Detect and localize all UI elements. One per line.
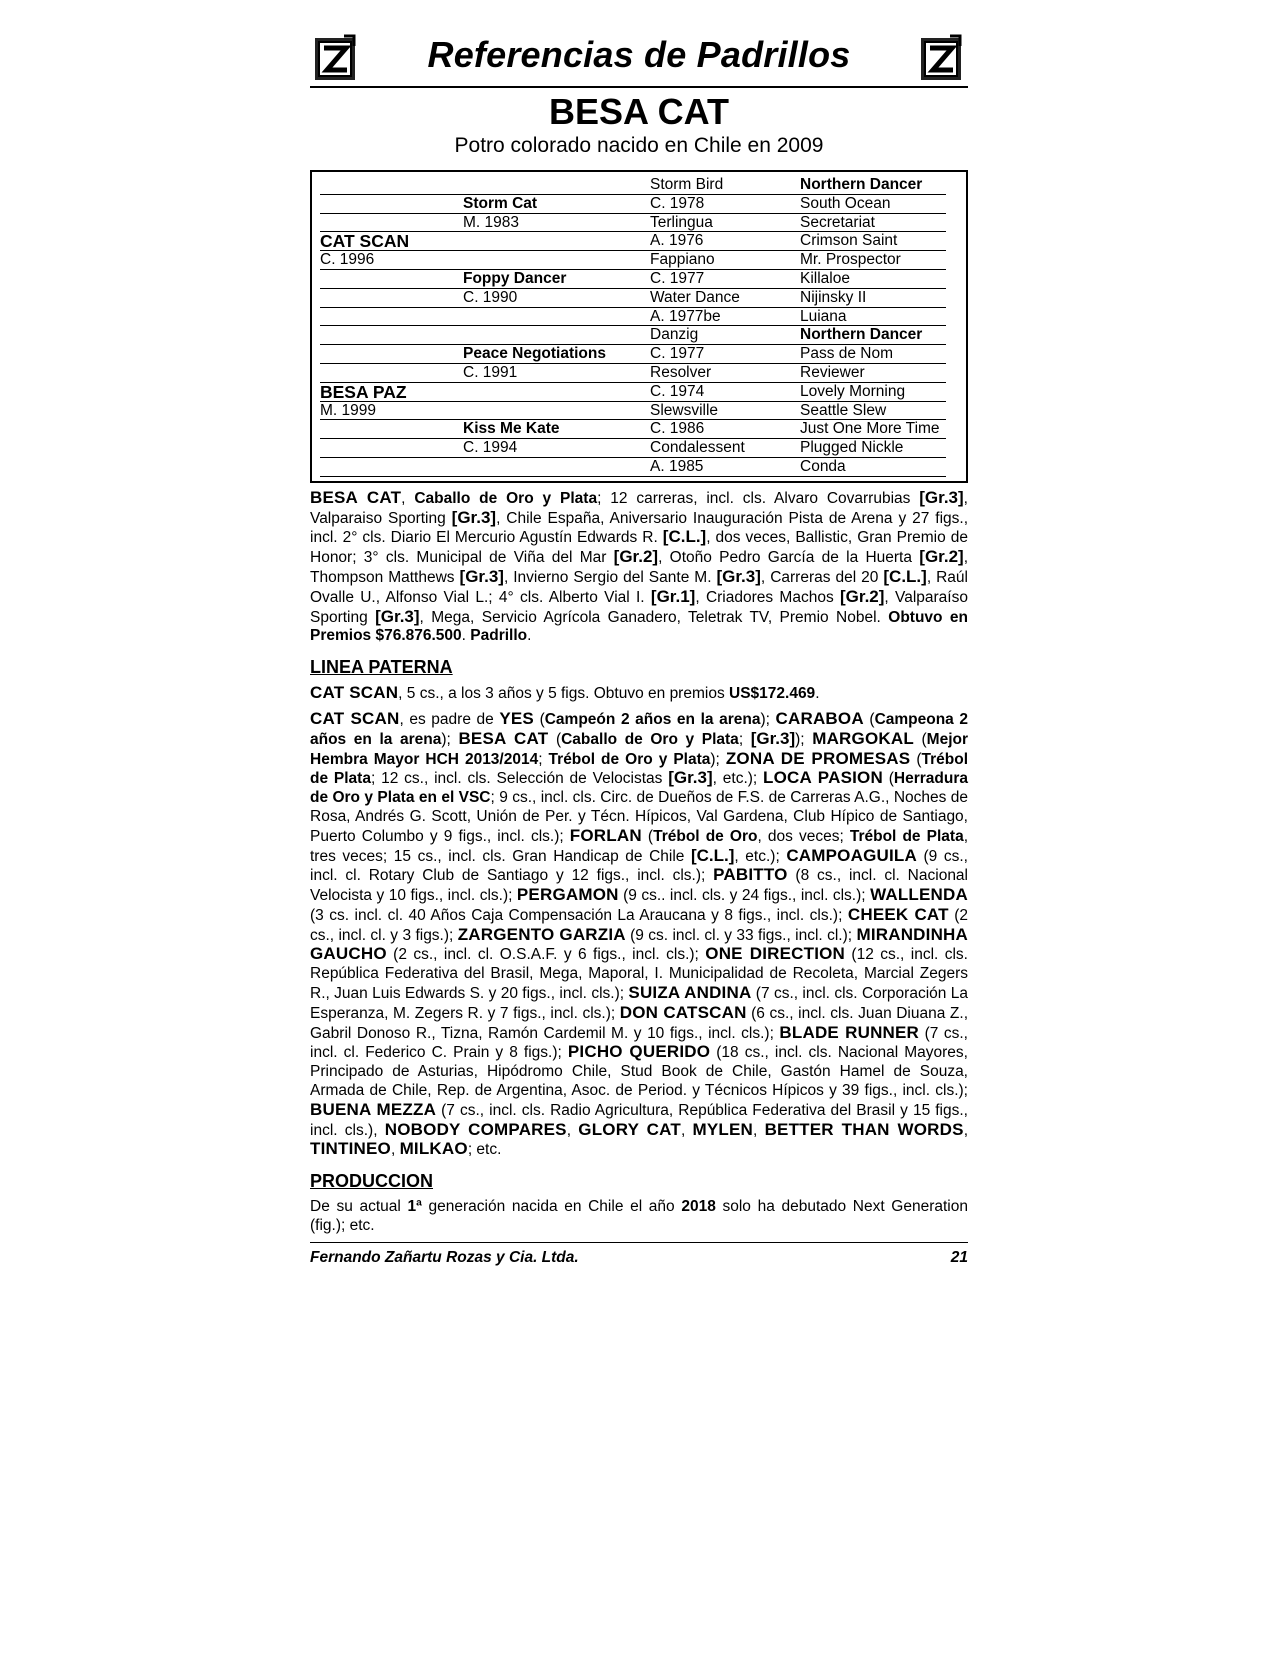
pedigree-cell: Killaloe [800,269,850,287]
pedigree-row [320,251,956,270]
pedigree-table [310,170,968,483]
pedigree-row [320,214,956,233]
pedigree-cell: C. 1977 [650,345,705,363]
pedigree-cell: Kiss Me Kate [463,420,560,438]
pedigree-cell: Storm Bird [650,176,724,193]
page-footer [310,1242,968,1269]
pedigree-cell: Danzig [650,326,699,344]
document-page [310,30,968,1269]
pedigree-row-line [320,476,946,477]
header-title: Referencias de Padrillos [427,34,851,75]
pedigree-row [320,383,956,402]
pedigree-cell: Pass de Nom [800,345,894,363]
footer-company: Fernando Zañartu Rozas y Cia. Ltda. [310,1248,579,1266]
pedigree-cell: A. 1977be [650,307,721,325]
pedigree-row [320,195,956,214]
pedigree-row [320,364,956,383]
pedigree-cell: M. 1999 [320,401,377,419]
pedigree-row [320,326,956,345]
pedigree-cell: C. 1994 [463,439,518,457]
pedigree-cell: Fappiano [650,251,715,269]
section-title-linea-paterna: LINEA PATERNA [310,657,453,678]
pedigree-row [320,289,956,308]
pedigree-cell: South Ocean [800,194,891,212]
pedigree-cell: Luiana [800,307,847,325]
pedigree-cell: Secretariat [800,213,875,231]
page-number: 21 [950,1248,968,1266]
pedigree-cell: Slewsville [650,401,719,419]
pedigree-cell: Lovely Morning [800,382,906,400]
horse-subtitle: Potro colorado nacido en Chile en 2009 [454,134,824,157]
pedigree-cell: A. 1985 [650,457,704,475]
pedigree-cell: C. 1990 [463,288,518,306]
pedigree-cell: C. 1978 [650,194,705,212]
pedigree-cell: C. 1974 [650,382,705,400]
pedigree-row [320,270,956,289]
sire-progeny: CAT SCAN, es padre de YES (Campeón 2 años en la arena); CARABOA (Campeona 2 años en la arena); BESA CAT (Caballo de Oro y Plata; [Gr.3]); MARGOKAL (Mejor Hembra Mayor HCH 2013/2014; Trébol de Oro y Plata); ZONA DE PROMESAS (Trébol de Plata; 12 cs., incl. cls. Selección de Velocistas [Gr.3], etc.); LOCA PASION (Herradura de Oro y Plata en el VSC; 9 cs., incl. cls. Circ. de Dueños de F.S. de Carreras A.G., Noches de Rosa, Andrés G. Scott, Unión de Per. y Técn. Hípicos, Val Gardena, Club Hípico de Santiago, Puerto Columbo y 9 figs., incl. cls.); FORLAN (Trébol de Oro, dos veces; Trébol de Plata, tres veces; 15 cs., incl. cls. Gran Handicap de Chile [C.L.], etc.); CAMPOAGUILA (9 cs., incl. cl. Rotary Club de Santiago y 12 figs., incl. cls.); PABITTO (8 cs., incl. cl. Nacional Velocista y 10 figs., incl. cls.); PERGAMON (9 cs.. incl. cls. y 24 figs., incl. cls.); WALLENDA (3 cs. incl. cl. 40 Años Caja Compensación La Araucana y 8 figs., incl. cls.); CHEEK CAT (2 cs., incl. cl. y 3 figs.); ZARGENTO GARZIA (9 cs. incl. cl. y 33 figs., incl. cl.); MIRANDINHA GAUCHO (2 cs., incl. cl. O.S.A.F. y 6 figs., incl. cls.); ONE DIRECTION (12 cs., incl. cls. República Federativa del Brasil, Mega, Maporal, I. Municipalidad de Recoleta, Marcial Zegers R., Juan Luis Edwards S. y 20 figs., incl. cls.); SUIZA ANDINA (7 cs., incl. cls. Corporación La Esperanza, M. Zegers R. y 7 figs., incl. cls.); DON CATSCAN (6 cs., incl. cls. Juan Diuana Z., Gabril Donoso R., Tizna, Ramón Cardemil M. y 10 figs., incl. cls.); BLADE RUNNER (7 cs., incl. cl. Federico C. Prain y 8 figs.); PICHO QUERIDO (18 cs., incl. cls. Nacional Mayores, Principado de Asturias, Hipódromo Chile, Stud Book de Chile, Gastón Hamel de Souza, Armada de Chile, Rep. de Argentina, Asoc. de Period. y Técnicos Hípicos y 39 figs., incl. cls.); BUENA MEZZA (7 cs., incl. cls. Radio Agricultura, República Federativa del Brasil y 15 figs., incl. cls.), NOBODY COMPARES, GLORY CAT, MYLEN, BETTER THAN WORDS, TINTINEO, MILKAO; etc. [310,708,969,1159]
pedigree-cell: Seattle Slew [800,401,887,419]
sire-record: CAT SCAN, 5 cs., a los 3 años y 5 figs. Obtuvo en premios US$172.469. [310,683,820,703]
pedigree-row [320,232,956,251]
pedigree-row [320,345,956,364]
pedigree-cell: M. 1983 [463,213,520,231]
pedigree-cell: Mr. Prospector [800,251,901,269]
pedigree-row [320,308,956,327]
horse-name: BESA CAT [549,91,729,132]
horse-record: BESA CAT, Caballo de Oro y Plata; 12 carreras, incl. cls. Alvaro Covarrubias [Gr.3], Valparaiso Sporting [Gr.3], Chile España, Aniversario Inauguración Pista de Arena y 27 figs., incl. 2° cls. Diario El Mercurio Agustín Edwards R. [C.L.], dos veces, Ballistic, Gran Premio de Honor; 3° cls. Municipal de Viña del Mar [Gr.2], Otoño Pedro García de la Huerta [Gr.2], Thompson Matthews [Gr.3], Invierno Sergio del Sante M. [Gr.3], Carreras del 20 [C.L.], Raúl Ovalle U., Alfonso Vial L.; 4° cls. Alberto Vial I. [Gr.1], Criadores Machos [Gr.2], Valparaíso Sporting [Gr.3], Mega, Servicio Agrícola Ganadero, Teletrak TV, Premio Nobel. Obtuvo en Premios $76.876.500. Padrillo. [310,487,969,645]
pedigree-cell: Condalessent [650,439,745,457]
pedigree-row [320,458,956,477]
pedigree-row [320,176,956,195]
pedigree-cell: Storm Cat [463,194,538,212]
production-text: De su actual 1ª generación nacida en Chile el año 2018 solo ha debutado Next Generation (fig.); etc. [310,1198,968,1235]
pedigree-cell: A. 1976 [650,232,704,250]
pedigree-cell: C. 1986 [650,420,705,438]
pedigree-cell: Just One More Time [800,420,940,438]
pedigree-cell: Northern Dancer [800,176,923,193]
pedigree-cell: Foppy Dancer [463,269,567,287]
pedigree-cell: Water Dance [650,288,740,306]
pedigree-row [320,420,956,439]
pedigree-cell: Plugged Nickle [800,439,904,457]
page-header [310,30,968,88]
pedigree-cell: Reviewer [800,363,865,381]
pedigree-cell: Conda [800,457,846,475]
pedigree-cell: Terlingua [650,213,713,231]
zf-monogram-logo-icon [920,34,964,82]
pedigree-cell: BESA PAZ [320,381,407,402]
pedigree-cell: C. 1977 [650,269,705,287]
pedigree-row [320,439,956,458]
pedigree-cell: CAT SCAN [320,231,410,252]
pedigree-row [320,402,956,421]
pedigree-cell: C. 1991 [463,363,518,381]
pedigree-cell: Resolver [650,363,712,381]
pedigree-cell: Northern Dancer [800,326,923,344]
pedigree-cell: Crimson Saint [800,232,898,250]
pedigree-cell: C. 1996 [320,251,375,269]
pedigree-cell: Peace Negotiations [463,345,606,363]
pedigree-cell: Nijinsky II [800,288,867,306]
section-title-produccion: PRODUCCION [310,1171,434,1192]
